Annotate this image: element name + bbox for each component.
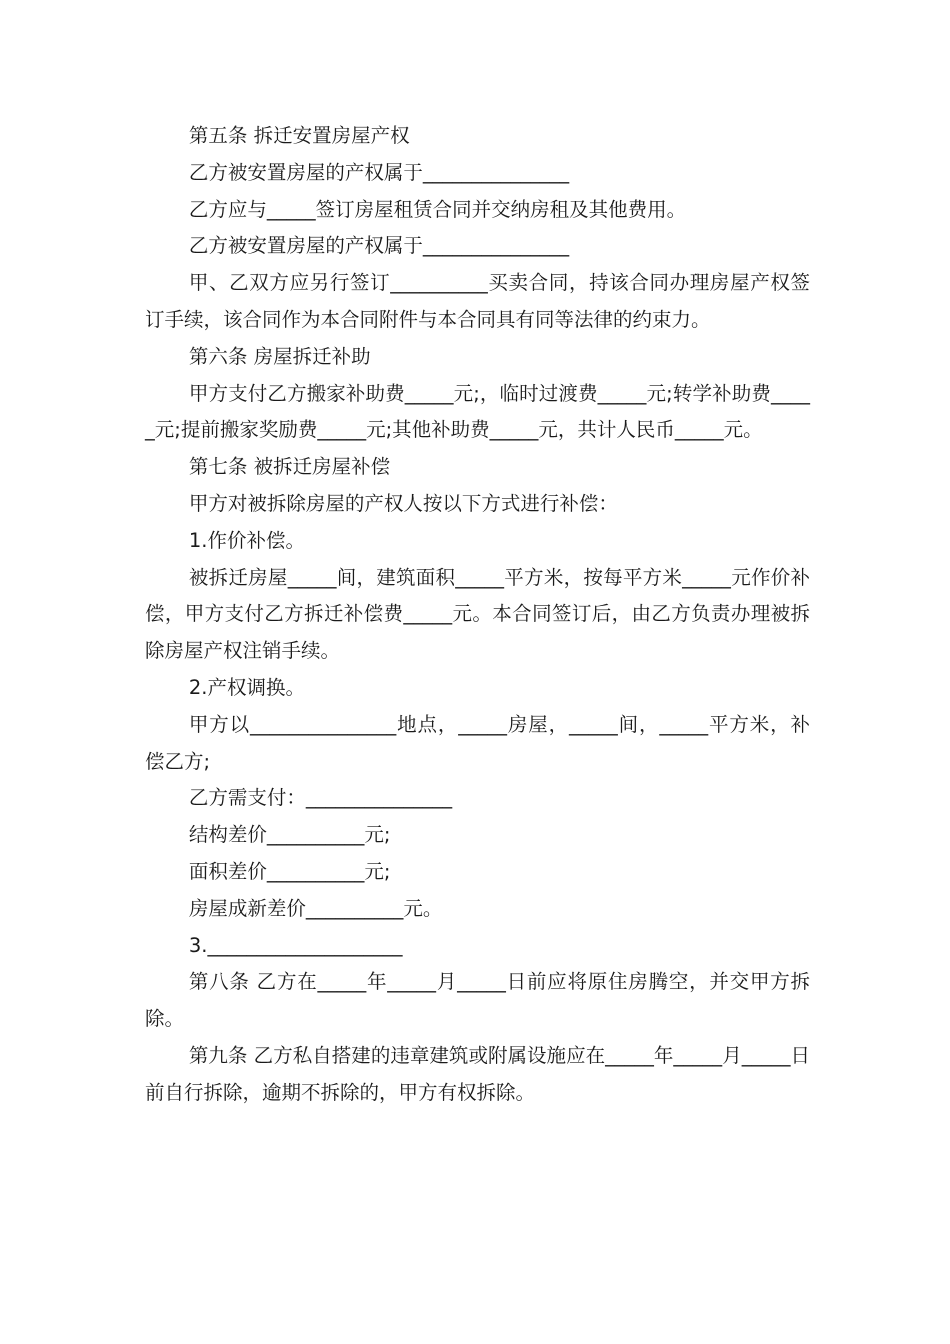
document-body [145, 118, 810, 1112]
article-7-heading: 第七条 被拆迁房屋补偿 [188, 455, 391, 479]
article-8-paragraph: 第八条 乙方在_____年_____月_____日前应将原住房腾空，并交甲方拆除。 [145, 970, 810, 1031]
valuation-compensation-heading: 1.作价补偿。 [188, 528, 305, 552]
payment-required-line: 乙方需支付：_______________ [188, 786, 453, 810]
structure-difference-line: 结构差价__________元; [188, 823, 391, 847]
compensation-method-line: 甲方对被拆除房屋的产权人按以下方式进行补偿： [188, 491, 618, 515]
article-5-heading: 第五条 拆迁安置房屋产权 [188, 124, 410, 147]
area-difference-line: 面积差价__________元; [188, 859, 391, 883]
property-exchange-heading: 2.产权调换。 [188, 675, 305, 699]
property-ownership-line-2: 乙方被安置房屋的产权属于_______________ [188, 234, 570, 258]
lease-contract-line: 乙方应与_____签订房屋租赁合同并交纳房租及其他费用。 [188, 197, 687, 221]
valuation-compensation-paragraph: 被拆迁房屋_____间，建筑面积_____平方米，按每平方米_____元作价补偿，甲方支付乙方拆迁补偿费_____元。本合同签订后，由乙方负责办理被拆除房屋产权注销手续。 [145, 565, 810, 663]
article-9-paragraph: 第九条 乙方私自搭建的违章建筑或附属设施应在_____年_____月_____日前自行拆除，逾期不拆除的，甲方有权拆除。 [145, 1043, 810, 1104]
article-6-heading: 第六条 房屋拆迁补助 [188, 344, 371, 368]
property-ownership-line: 乙方被安置房屋的产权属于_______________ [188, 160, 570, 184]
item-3-line: 3.____________________ [188, 933, 403, 957]
property-exchange-paragraph: 甲方以_______________地点，_____房屋，_____间，_____平方米，补偿乙方; [145, 712, 810, 773]
subsidy-paragraph: 甲方支付乙方搬家补助费_____元;，临时过渡费_____元;转学补助费_____元;提前搬家奖励费_____元;其他补助费_____元，共计人民币_____元。 [145, 381, 810, 442]
condition-difference-line: 房屋成新差价__________元。 [188, 896, 443, 920]
sale-contract-paragraph: 甲、乙双方应另行签订__________买卖合同，持该合同办理房屋产权签订手续，该合同作为本合同附件与本合同具有同等法律的约束力。 [145, 271, 810, 331]
